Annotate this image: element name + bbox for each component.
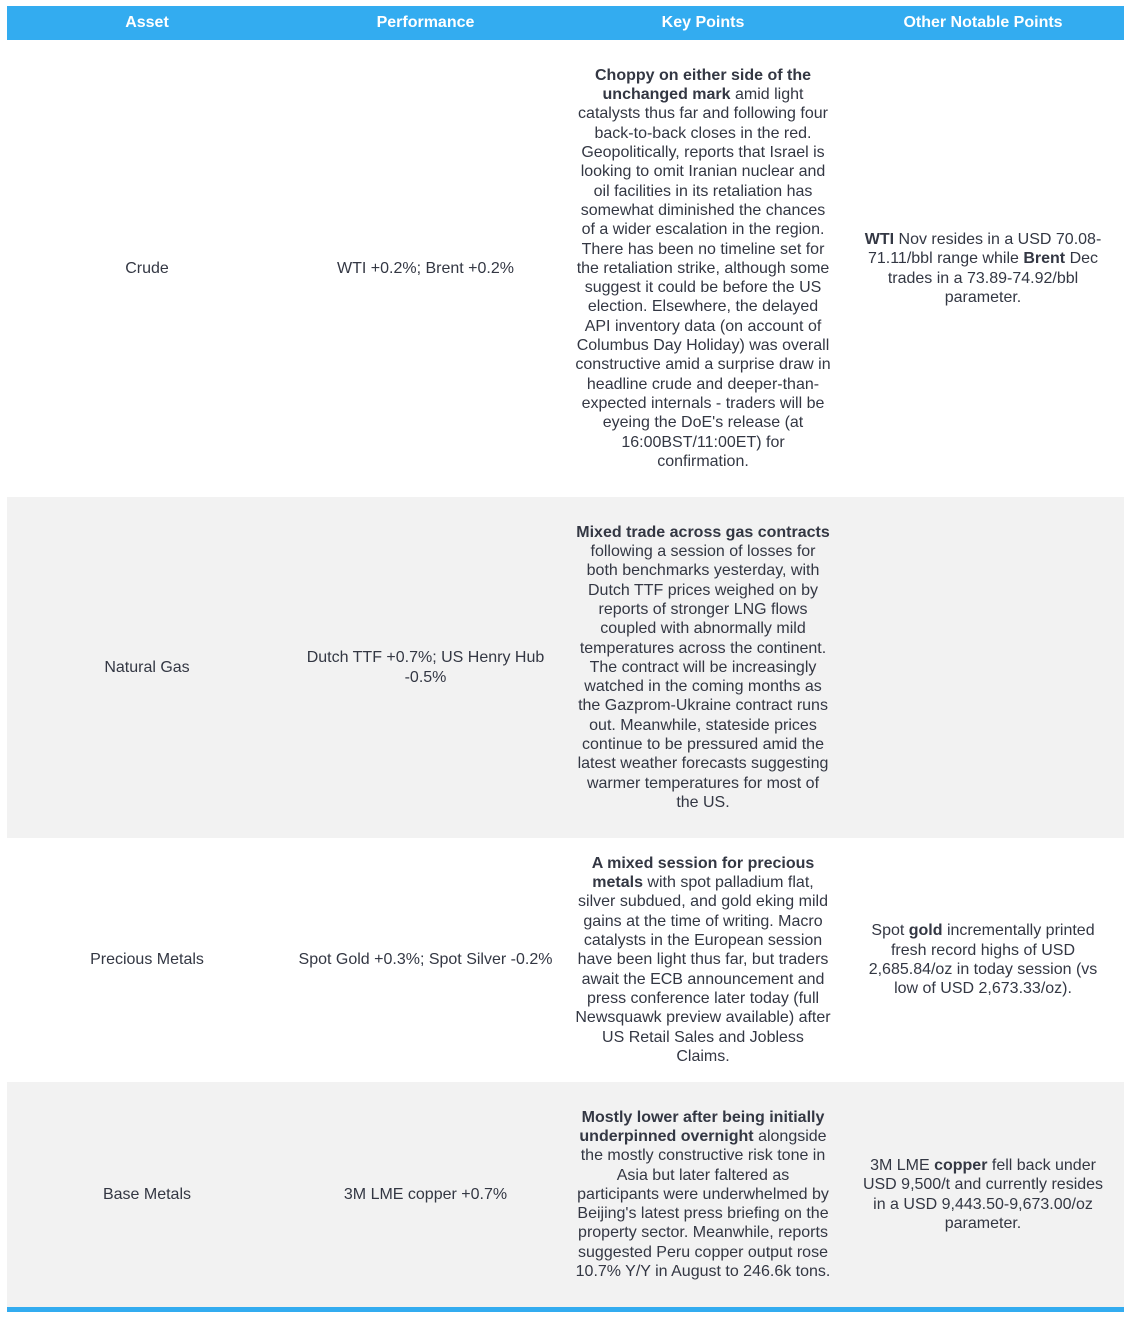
key-points-cell bbox=[564, 854, 842, 1066]
body-text: Dec trades in a 73.89-74.92/bbl parameter. bbox=[887, 250, 1099, 306]
body-text: Nov resides in a USD 70.08-71.11/bbl range while bbox=[867, 230, 1102, 268]
key-points-lead: Mixed trade across gas contracts bbox=[576, 523, 830, 541]
table-row-crude bbox=[7, 40, 1124, 497]
key-points-body: amid light catalysts thus far and following four back-to-back closes in the red. Geopolitically, reports that Israel is looking to omit Iranian nuclear and oil facilities in its retaliation has somewhat diminished the chances of a wider escalation in the region. There has been no timeline set for the retaliation strike, although some suggest it could be before the US election. Elsewhere, the delayed API inventory data (on account of Columbus Day Holiday) was overall constructive amid a surprise draw in headline crude and deeper-than-expected internals - traders will be eyeing the DoE's release (at 16:00BST/11:00ET) for confirmation. bbox=[575, 86, 831, 470]
header-key-points: Key Points bbox=[661, 14, 745, 31]
performance-cell: Spot Gold +0.3%; Spot Silver -0.2% bbox=[298, 951, 553, 969]
key-points-cell bbox=[564, 523, 842, 812]
table-bottom-border bbox=[7, 1307, 1124, 1312]
key-points-lead: Mostly lower after being initially underpinned overnight bbox=[579, 1108, 825, 1145]
key-points-body: with spot palladium flat, silver subdued, and gold eking mild gains at the time of writing. Macro catalysts in the European session have been light thus far, but traders await the ECB announcement and press conference later today (full Newsquawk preview available) after US Retail Sales and Jobless Claims. bbox=[575, 874, 831, 1065]
header-other-notable-points: Other Notable Points bbox=[903, 14, 1063, 31]
body-text: incrementally printed fresh record highs of USD 2,685.84/oz in today session (vs low of USD 2,673.33/oz). bbox=[868, 922, 1098, 998]
commodities-table bbox=[7, 6, 1124, 1312]
emphasis-text: copper bbox=[934, 1156, 988, 1174]
other-points-cell bbox=[842, 230, 1124, 307]
key-points-lead: Choppy on either side of the unchanged mark bbox=[594, 66, 811, 104]
key-points-cell bbox=[564, 1108, 842, 1282]
asset-cell: Crude bbox=[125, 259, 169, 277]
key-points-cell bbox=[564, 66, 842, 471]
other-points-cell bbox=[842, 921, 1124, 998]
table-header bbox=[7, 6, 1124, 40]
performance-cell: 3M LME copper +0.7% bbox=[343, 1185, 508, 1203]
asset-cell: Base Metals bbox=[102, 1185, 192, 1203]
key-points-body: following a session of losses for both benchmarks yesterday, with Dutch TTF prices weighed on by reports of stronger LNG flows coupled with abnormally mild temperatures across the continent. The contract will be increasingly watched in the coming months as the Gazprom-Ukraine contract runs out. Meanwhile, stateside prices continue to be pressured amid the latest weather forecasts suggesting warmer temperatures for most of the US. bbox=[577, 543, 829, 811]
key-points-body: alongside the mostly constructive risk tone in Asia but later faltered as participants were underwhelmed by Beijing's latest press briefing on the property sector. Meanwhile, reports suggested Peru copper output rose 10.7% Y/Y in August to 246.6k tons. bbox=[575, 1127, 831, 1281]
other-points-cell bbox=[842, 1156, 1124, 1233]
performance-cell: WTI +0.2%; Brent +0.2% bbox=[337, 259, 514, 277]
table-row-natural-gas bbox=[7, 497, 1124, 838]
key-points-lead: A mixed session for precious metals bbox=[591, 854, 815, 892]
body-text: fell back under USD 9,500/t and currently resides in a USD 9,443.50-9,673.00/oz parameter. bbox=[862, 1156, 1104, 1232]
emphasis-text: WTI bbox=[864, 230, 895, 248]
performance-cell: Dutch TTF +0.7%; US Henry Hub -0.5% bbox=[306, 649, 545, 686]
table-row-base-metals bbox=[7, 1082, 1124, 1307]
emphasis-text: Brent bbox=[1023, 250, 1066, 268]
table-row-precious-metals bbox=[7, 838, 1124, 1082]
header-performance: Performance bbox=[376, 14, 475, 31]
header-asset: Asset bbox=[125, 14, 169, 31]
body-text: 3M LME bbox=[870, 1156, 935, 1174]
asset-cell: Precious Metals bbox=[90, 951, 204, 969]
emphasis-text: gold bbox=[908, 922, 943, 940]
body-text: Spot bbox=[871, 922, 909, 940]
asset-cell: Natural Gas bbox=[104, 658, 190, 676]
